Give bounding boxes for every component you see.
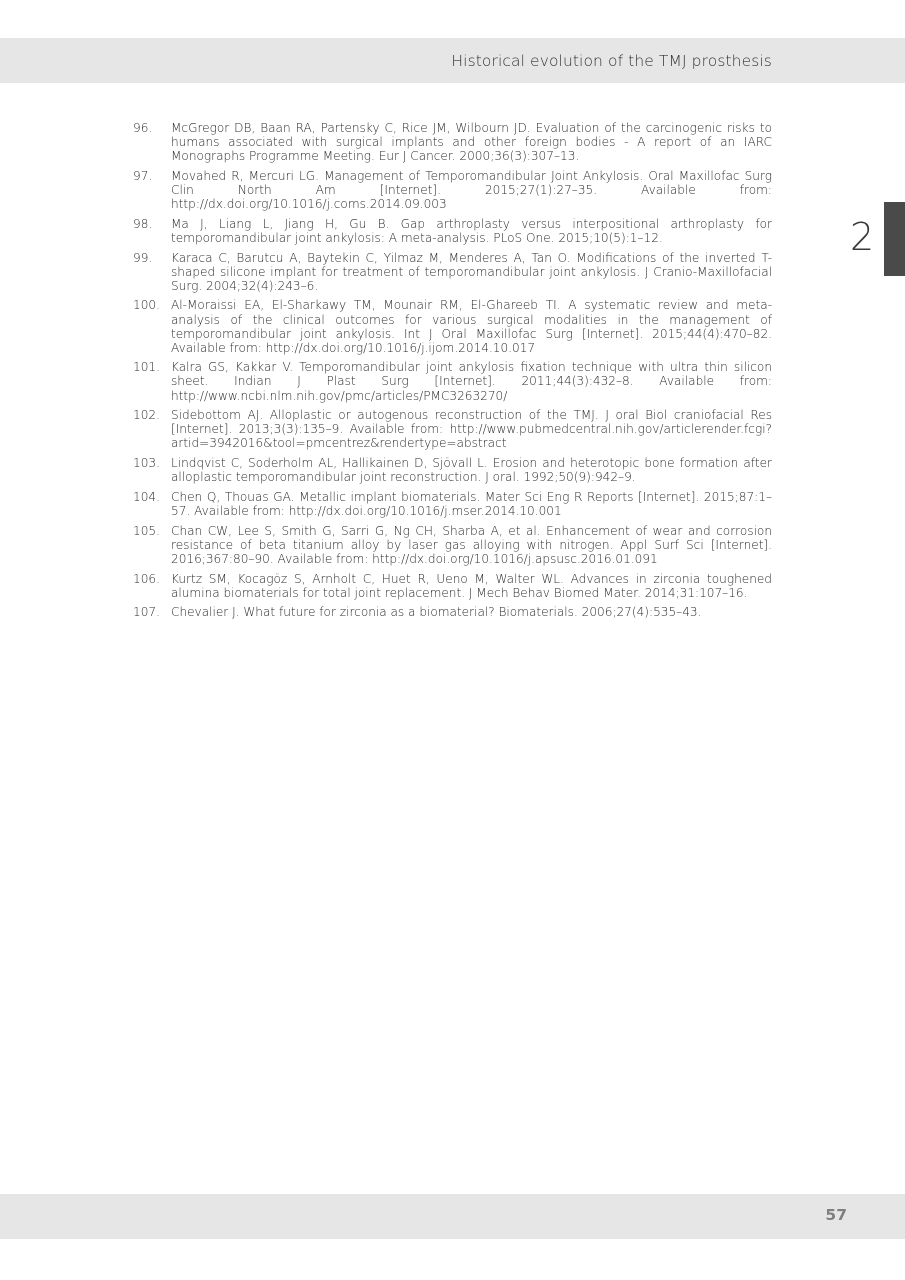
- reference-text: Lindqvist C, Soderholm AL, Hallikainen D, Sjövall L. Erosion and heterotopic bone formation after alloplastic temporomandibular joint reconstruction. J oral. 1992;50(9):942–9.: [171, 456, 772, 485]
- reference-number: 100.: [133, 298, 160, 313]
- reference-text: Chevalier J. What future for zirconia as a biomaterial? Biomaterials. 2006;27(4):535–43.: [171, 605, 702, 620]
- reference-text: Karaca C, Barutcu A, Baytekin C, Yilmaz M, Menderes A, Tan O. Modifications of the inverted T-shaped silicone implant for treatment of temporomandibular joint ankylosis. J Cranio-Maxillofacial Surg. 2004;32(4):243–6.: [171, 250, 772, 293]
- reference-number: 103.: [133, 456, 160, 471]
- reference-text: McGregor DB, Baan RA, Partensky C, Rice JM, Wilbourn JD. Evaluation of the carcinogenic risks to humans associated with surgical implants and other foreign bodies - A report of an IARC Monographs Programme Meeting. Eur J Cancer. 2000;36(3):307–13.: [171, 121, 772, 164]
- reference-number: 97.: [133, 168, 153, 183]
- reference-number: 99.: [133, 250, 153, 265]
- reference-item: [133, 605, 772, 619]
- reference-item: [133, 456, 772, 484]
- reference-item: [133, 169, 772, 211]
- reference-number: 105.: [133, 523, 160, 538]
- reference-number: 104.: [133, 489, 160, 504]
- reference-text: Al-Moraissi EA, El-Sharkawy TM, Mounair RM, El-Ghareeb TI. A systematic review and meta-analysis of the clinical outcomes for various surgical modalities in the management of temporomandibular joint ankylosis. Int J Oral Maxillofac Surg [Internet]. 2015;44(4):470–82. Available from: http://dx.doi.org/10.1016/j.ijom.2014.10.017: [171, 298, 772, 355]
- reference-item: [133, 360, 772, 402]
- reference-text: Movahed R, Mercuri LG. Management of Temporomandibular Joint Ankylosis. Oral Maxillofac Surg Clin North Am [Internet]. 2015;27(1):27–35. Available from: http://dx.doi.org/10.1016/j.coms.2014.09.003: [171, 168, 772, 212]
- footer-band: [0, 1194, 905, 1239]
- reference-item: [133, 121, 772, 163]
- page-number: 57: [825, 1206, 847, 1224]
- reference-number: 96.: [133, 121, 153, 135]
- reference-number: 102.: [133, 408, 160, 423]
- reference-item: [133, 524, 772, 566]
- reference-text: Kalra GS, Kakkar V. Temporomandibular joint ankylosis fixation technique with ultra thin silicon sheet. Indian J Plast Surg [Internet]. 2011;44(3):432–8. Available from: http://www.ncbi.nlm.nih.gov/pmc/articles/PMC3263270/: [171, 360, 772, 403]
- chapter-number: 2: [850, 215, 875, 259]
- reference-item: [133, 572, 772, 600]
- reference-item: [133, 251, 772, 293]
- reference-item: [133, 298, 772, 354]
- reference-number: 101.: [133, 360, 160, 375]
- reference-text: Ma J, Liang L, Jiang H, Gu B. Gap arthroplasty versus interpositional arthroplasty for temporomandibular joint ankylosis: A meta-analysis. PLoS One. 2015;10(5):1–12.: [171, 216, 772, 245]
- reference-item: [133, 490, 772, 518]
- reference-text: Chen Q, Thouas GA. Metallic implant biomaterials. Mater Sci Eng R Reports [Internet]. 2015;87:1–57. Available from: http://dx.doi.org/10.1016/j.mser.2014.10.001: [171, 489, 772, 518]
- reference-text: Sidebottom AJ. Alloplastic or autogenous reconstruction of the TMJ. J oral Biol craniofacial Res [Internet]. 2013;3(3):135–9. Available from: http://www.pubmedcentral.nih.gov/articlerender.fcgi?artid=3942016&tool=pmcentrez&rendertype=abstract: [171, 408, 772, 451]
- reference-number: 107.: [133, 605, 160, 620]
- reference-item: [133, 217, 772, 245]
- running-title: Historical evolution of the TMJ prosthesis: [451, 52, 772, 70]
- chapter-tab: [884, 202, 905, 276]
- reference-text: Kurtz SM, Kocagöz S, Arnholt C, Huet R, Ueno M, Walter WL. Advances in zirconia toughened alumina biomaterials for total joint replacement. J Mech Behav Biomed Mater. 2014;31:107–16.: [171, 571, 772, 600]
- header-band: [0, 38, 905, 83]
- reference-item: [133, 408, 772, 450]
- reference-number: 106.: [133, 571, 160, 586]
- reference-text: Chan CW, Lee S, Smith G, Sarri G, Ng CH, Sharba A, et al. Enhancement of wear and corrosion resistance of beta titanium alloy by laser gas alloying with nitrogen. Appl Surf Sci [Internet]. 2016;367:80–90. Available from: http://dx.doi.org/10.1016/j.apsusc.2016.01.091: [171, 523, 772, 566]
- reference-number: 98.: [133, 216, 153, 231]
- reference-list: [133, 121, 772, 625]
